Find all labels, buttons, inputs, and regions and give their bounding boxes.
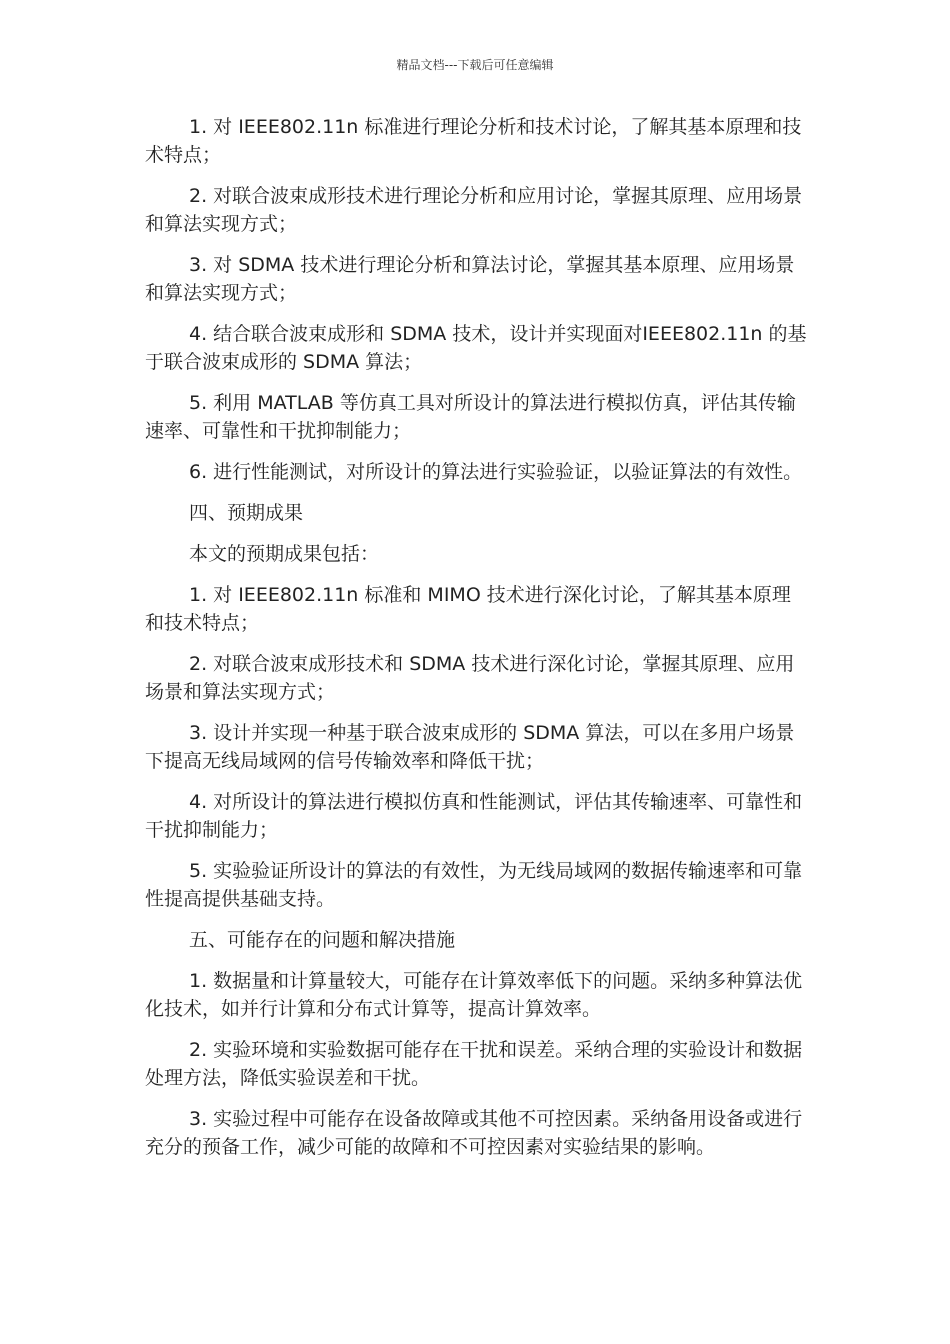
page-header: 精品文档---下载后可任意编辑 [396,58,554,72]
list-item-objective-1: 1. 对 IEEE802.11n 标准进行理论分析和技术讨论，了解其基本原理和技术特点； [145,116,802,166]
list-item-result-4: 4. 对所设计的算法进行模拟仿真和性能测试，评估其传输速率、可靠性和干扰抑制能力； [145,791,803,841]
list-item-objective-3: 3. 对 SDMA 技术进行理论分析和算法讨论，掌握其基本原理、应用场景和算法实现方式； [145,254,795,304]
list-item-result-2: 2. 对联合波束成形技术和 SDMA 技术进行深化讨论，掌握其原理、应用场景和算法实现方式； [145,653,795,703]
section-heading-expected-results: 四、预期成果 [189,502,304,524]
list-item-result-1: 1. 对 IEEE802.11n 标准和 MIMO 技术进行深化讨论，了解其基本原理和技术特点； [145,584,791,634]
list-item-objective-5: 5. 利用 MATLAB 等仿真工具对所设计的算法进行模拟仿真，评估其传输速率、可靠性和干扰抑制能力； [145,392,796,442]
section-heading-problems: 五、可能存在的问题和解决措施 [189,929,456,951]
section-intro: 本文的预期成果包括： [189,543,380,565]
list-item-result-3: 3. 设计并实现一种基于联合波束成形的 SDMA 算法，可以在多用户场景下提高无线局域网的信号传输效率和降低干扰； [145,722,795,772]
list-item-objective-2: 2. 对联合波束成形技术进行理论分析和应用讨论，掌握其原理、应用场景和算法实现方式； [145,185,803,235]
list-item-problem-2: 2. 实验环境和实验数据可能存在干扰和误差。采纳合理的实验设计和数据处理方法，降低实验误差和干扰。 [145,1039,803,1089]
list-item-objective-6: 6. 进行性能测试，对所设计的算法进行实验验证，以验证算法的有效性。 [189,461,803,483]
list-item-problem-3: 3. 实验过程中可能存在设备故障或其他不可控因素。采纳备用设备或进行充分的预备工作，减少可能的故障和不可控因素对实验结果的影响。 [145,1108,803,1158]
list-item-problem-1: 1. 数据量和计算量较大，可能存在计算效率低下的问题。采纳多种算法优化技术，如并行计算和分布式计算等，提高计算效率。 [145,970,803,1020]
list-item-objective-4: 4. 结合联合波束成形和 SDMA 技术，设计并实现面对IEEE802.11n 的基于联合波束成形的 SDMA 算法； [145,323,807,373]
document-body [145,113,809,1174]
list-item-result-5: 5. 实验验证所设计的算法的有效性，为无线局域网的数据传输速率和可靠性提高提供基础支持。 [145,860,803,910]
